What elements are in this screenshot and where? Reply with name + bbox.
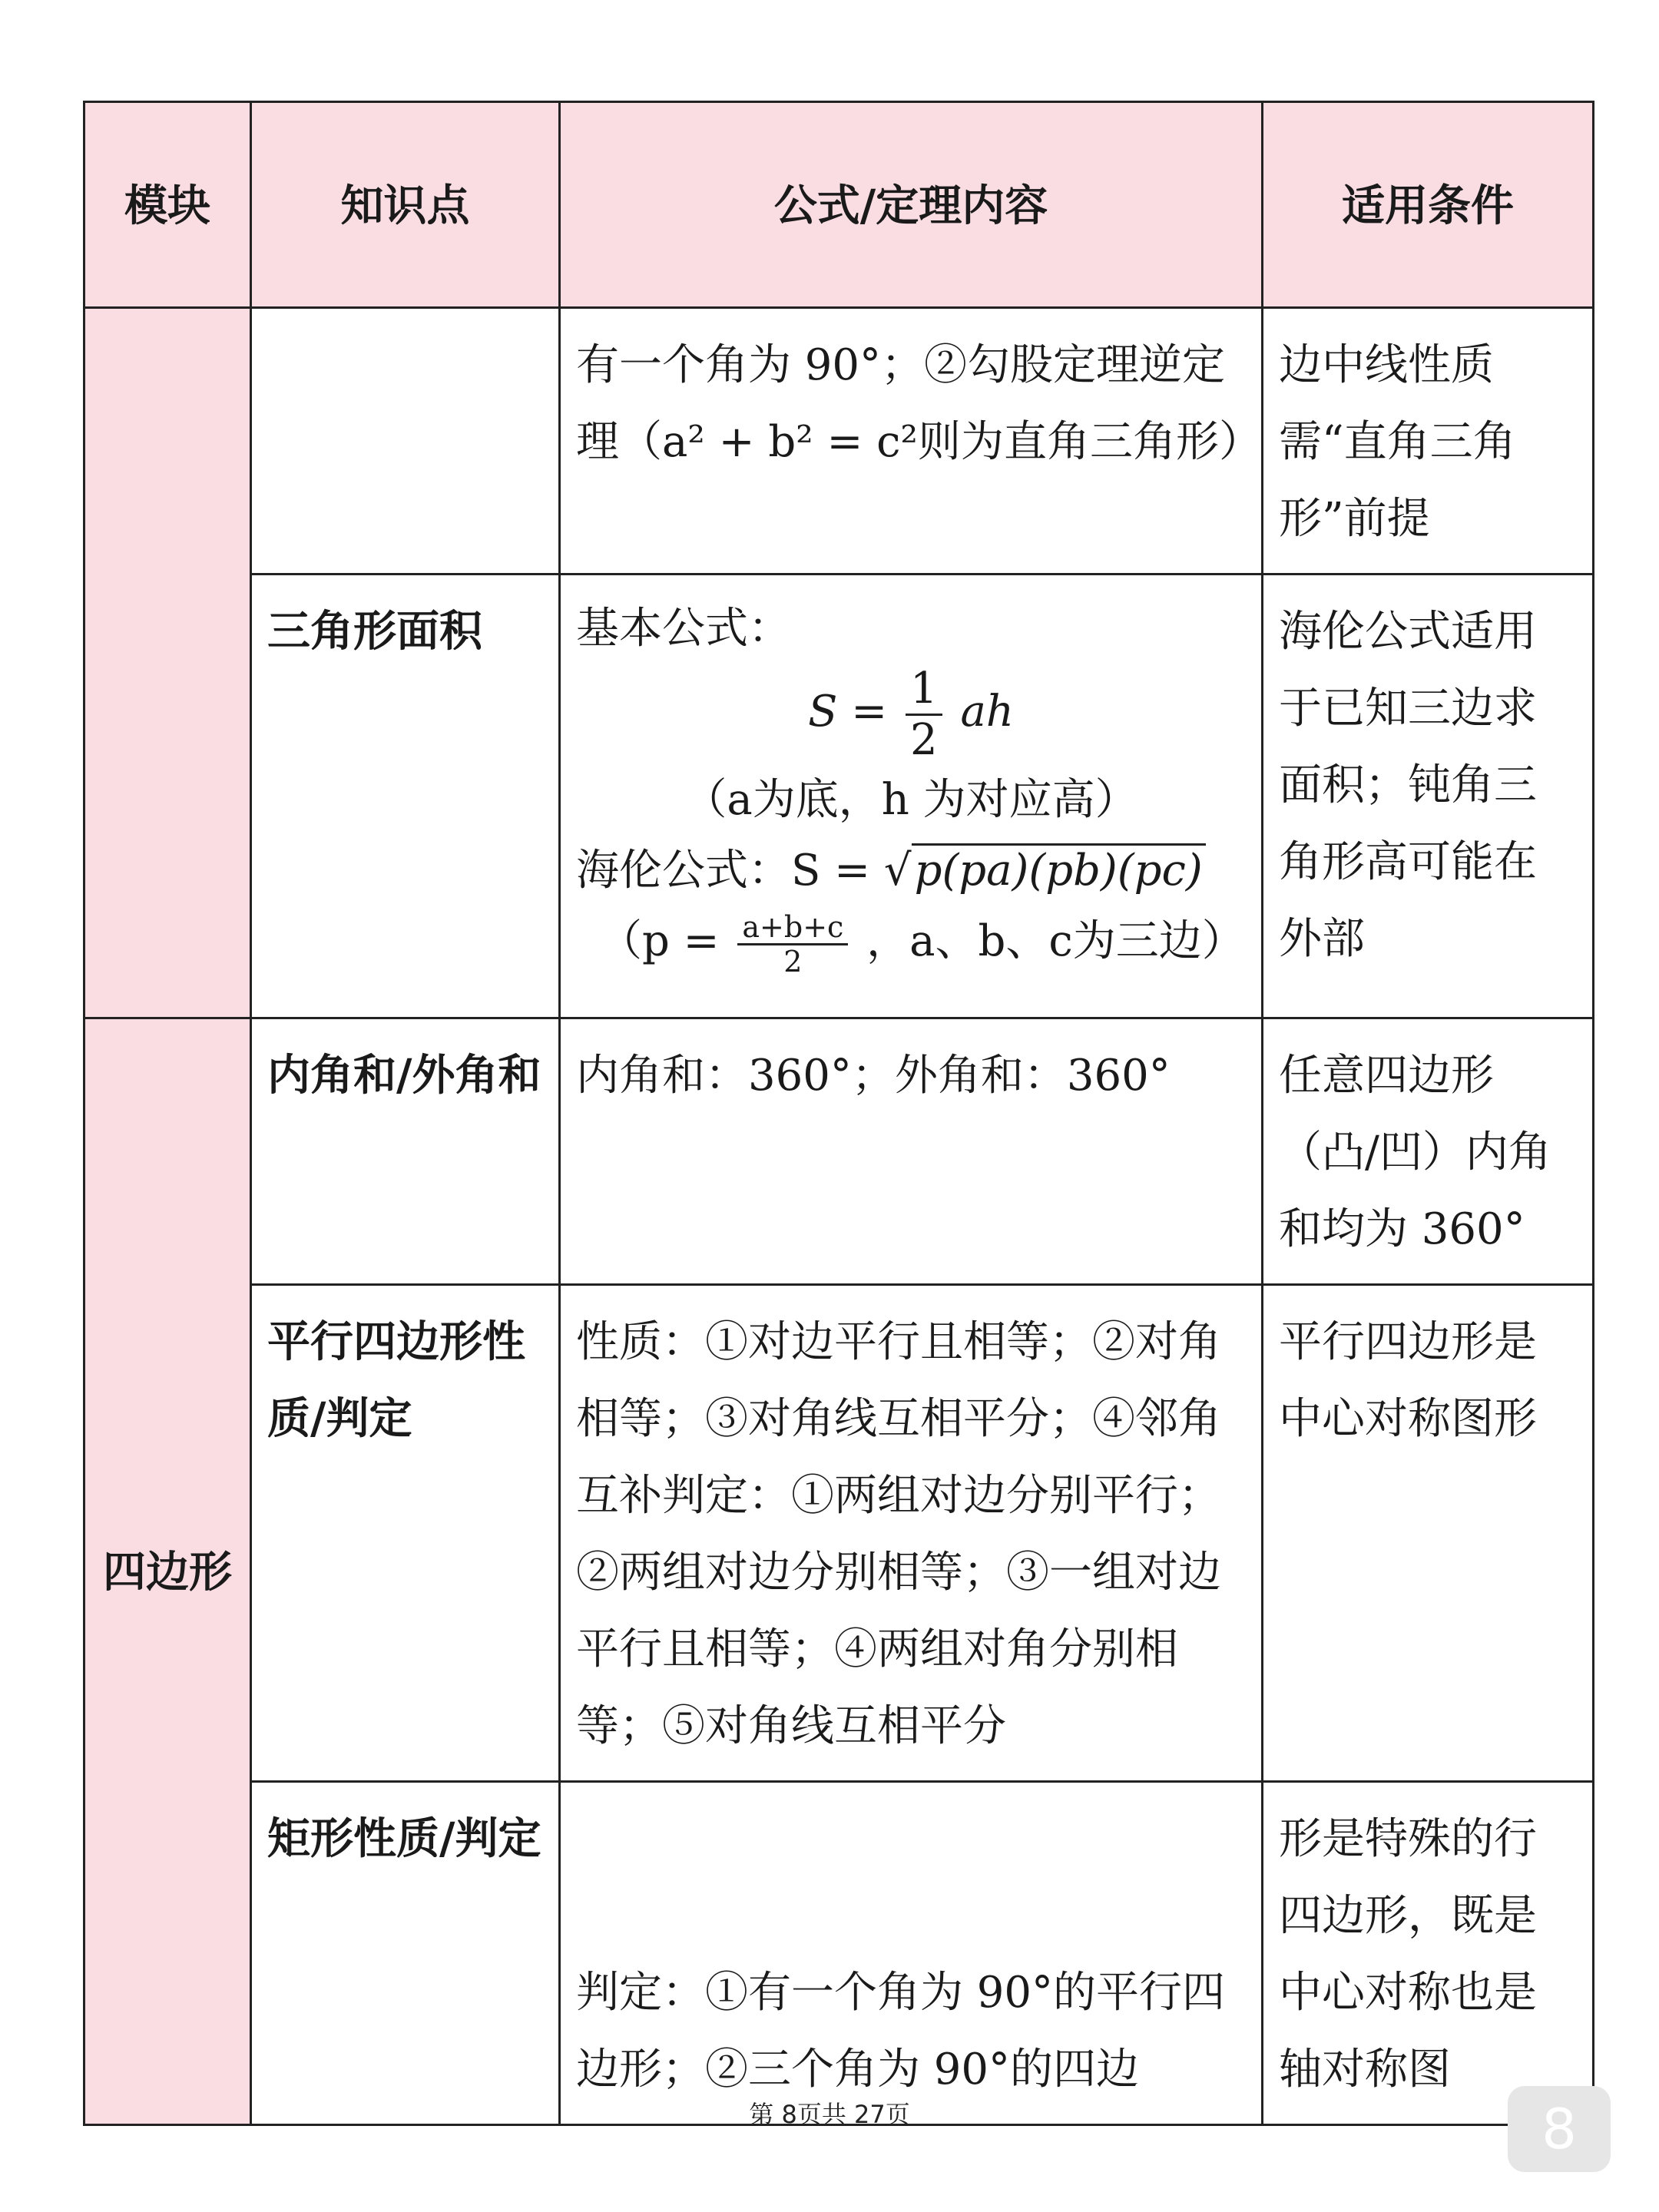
content-cell — [560, 1782, 1263, 2125]
table-row — [84, 1285, 1594, 1782]
content-cell: 有一个角为 90°；②勾股定理逆定理（a² + b² = c²则为直角三角形） — [560, 308, 1263, 575]
fraction-denominator: 2 — [910, 715, 938, 765]
formula-intro: 基本公式： — [576, 604, 791, 654]
module-cell-empty — [84, 575, 251, 1018]
heron-formula: 海伦公式：S = √p(pa)(pb)(pc) — [576, 836, 1246, 906]
table-row — [84, 308, 1594, 575]
content-text: 判定：①有一个角为 90°的平行四边形；②三个角为 90°的四边 — [576, 1968, 1226, 2094]
formula-fraction — [906, 664, 942, 765]
topic-cell-empty — [251, 308, 560, 575]
table-row — [84, 1018, 1594, 1285]
header-row — [84, 102, 1594, 308]
topic-cell: 矩形性质/判定 — [251, 1782, 560, 2125]
content-cell — [560, 575, 1263, 1018]
topic-cell: 平行四边形性质/判定 — [251, 1285, 560, 1782]
page-number-text: 第 8页共 27页 — [749, 2100, 910, 2129]
topic-cell: 内角和/外角和 — [251, 1018, 560, 1285]
p-denominator: 2 — [783, 945, 803, 979]
table-row — [84, 1782, 1594, 2125]
p-rhs: ，a、b、c为三边） — [866, 916, 1245, 966]
content-cell: 性质：①对边平行且相等；②对角相等；③对角线互相平分；④邻角互补判定：①两组对边分别平行；②两组对边分别相等；③一组对边平行且相等；④两组对角分别相等；⑤对角线互相平分 — [560, 1285, 1263, 1782]
p-fraction — [737, 911, 848, 978]
content-cell: 内角和：360°；外角和：360° — [560, 1018, 1263, 1285]
condition-cell: 边中线性质需“直角三角形”前提 — [1263, 308, 1594, 575]
heron-sqrt: p(pa)(pb)(pc) — [912, 843, 1206, 896]
area-formula — [576, 664, 1246, 765]
header-module: 模块 — [84, 102, 251, 308]
fraction-numerator: 1 — [906, 664, 942, 716]
header-content: 公式/定理内容 — [560, 102, 1263, 308]
header-topic: 知识点 — [251, 102, 560, 308]
table-row — [84, 575, 1594, 1018]
p-numerator: a+b+c — [737, 911, 848, 945]
module-cell-quadrilateral: 四边形 — [84, 1018, 251, 2125]
knowledge-table — [83, 101, 1594, 2126]
topic-cell: 三角形面积 — [251, 575, 560, 1018]
header-condition: 适用条件 — [1263, 102, 1594, 308]
condition-cell: 海伦公式适用于已知三边求面积；钝角三角形高可能在外部 — [1263, 575, 1594, 1018]
semi-perimeter — [576, 906, 1246, 978]
formula-note: （a为底，h 为对应高） — [684, 775, 1138, 825]
p-lhs: （p = — [599, 916, 720, 966]
condition-cell: 形是特殊的行四边形，既是中心对称也是轴对称图 — [1263, 1782, 1594, 2125]
heron-label: 海伦公式：S = — [576, 846, 871, 896]
module-cell-empty — [84, 308, 251, 575]
formula-lhs: S = — [808, 687, 888, 737]
formula-rhs: ah — [960, 687, 1014, 737]
condition-cell: 任意四边形（凸/凹）内角和均为 360° — [1263, 1018, 1594, 1285]
blurred-text — [576, 1801, 1246, 1955]
condition-cell: 平行四边形是中心对称图形 — [1263, 1285, 1594, 1782]
page-badge: 8 — [1508, 2086, 1611, 2172]
